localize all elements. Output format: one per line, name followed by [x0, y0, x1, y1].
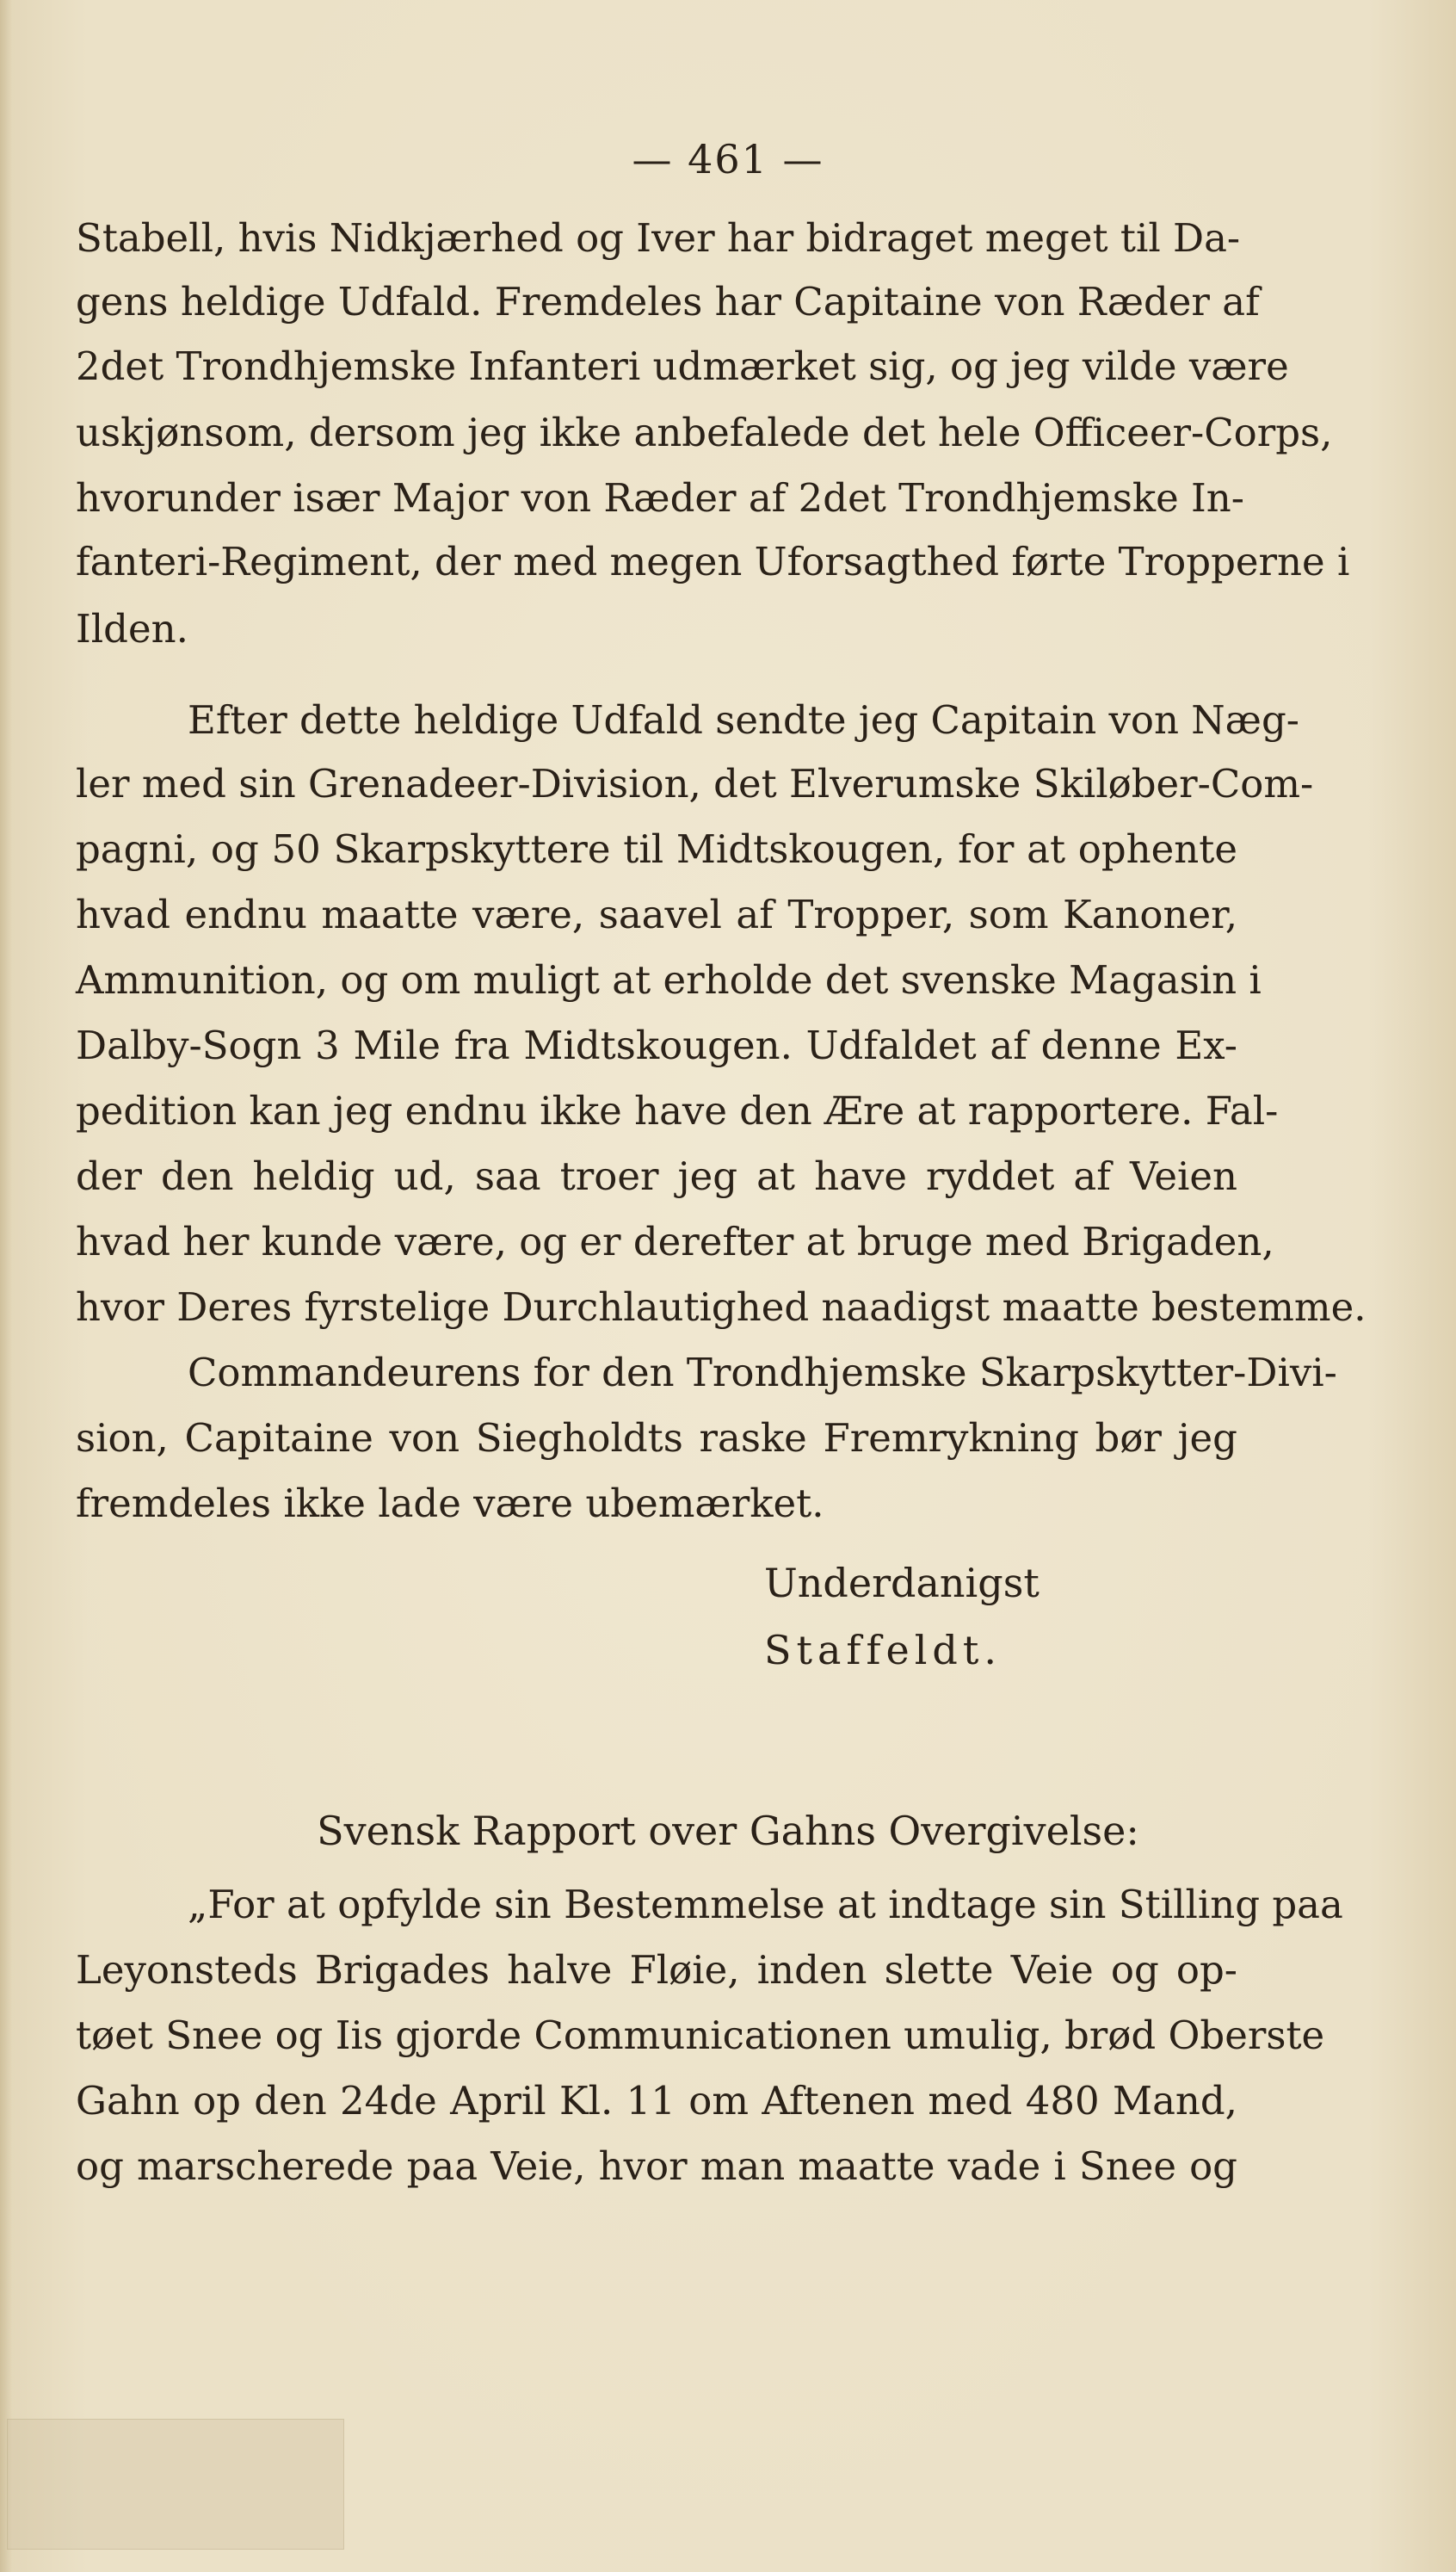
text-line: hvorunder især Major von Ræder af 2det Trondhjemske In-: [76, 475, 1244, 521]
text-line: fanteri-Regiment, der med megen Uforsagthed førte Tropperne i: [76, 539, 1350, 584]
text-line: sion, Capitaine von Siegholdts raske Fremrykning bør jeg: [76, 1415, 1237, 1461]
text-line: Ilden.: [76, 606, 188, 652]
text-line: 2det Trondhjemske Infanteri udmærket sig, og jeg vilde være: [76, 343, 1289, 389]
text-line: ler med sin Grenadeer-Division, det Elverumske Skiløber-Com-: [76, 761, 1314, 807]
text-line: Leyonsteds Brigades halve Fløie, inden slette Veie og op-: [76, 1947, 1237, 1993]
section-heading: Svensk Rapport over Gahns Overgivelse:: [317, 1808, 1139, 1854]
text-line: der den heldig ud, saa troer jeg at have ryddet af Veien: [76, 1153, 1237, 1199]
signature-name: Staffeldt.: [764, 1627, 1002, 1673]
text-line: fremdeles ikke lade være ubemærket.: [76, 1481, 824, 1526]
text-line: tøet Snee og Iis gjorde Communicationen umulig, brød Oberste: [76, 2012, 1325, 2058]
text-line: Stabell, hvis Nidkjærhed og Iver har bidraget meget til Da-: [76, 215, 1241, 261]
text-line: Dalby-Sogn 3 Mile fra Midtskougen. Udfaldet af denne Ex-: [76, 1023, 1237, 1068]
text-line: hvad her kunde være, og er derefter at bruge med Brigaden,: [76, 1219, 1274, 1264]
text-line: uskjønsom, dersom jeg ikke anbefalede det hele Officeer-Corps,: [76, 410, 1333, 455]
text-line: og marscherede paa Veie, hvor man maatte vade i Snee og: [76, 2143, 1237, 2189]
page-edge-shadow: [0, 0, 12, 2572]
text-line: hvad endnu maatte være, saavel af Tropper, som Kanoner,: [76, 892, 1237, 937]
closing-salutation: Underdanigst: [764, 1560, 1040, 1606]
text-line: Efter dette heldige Udfald sendte jeg Capitain von Næg-: [188, 697, 1299, 743]
text-line: Commandeurens for den Trondhjemske Skarpskytter-Divi-: [188, 1350, 1337, 1395]
text-line: „For at opfylde sin Bestemmelse at indtage sin Stilling paa: [188, 1882, 1343, 1927]
text-line: Ammunition, og om muligt at erholde det svenske Magasin i: [76, 957, 1262, 1003]
text-line: gens heldige Udfald. Fremdeles har Capitaine von Ræder af: [76, 279, 1260, 325]
text-line: pagni, og 50 Skarpskyttere til Midtskougen, for at ophente: [76, 826, 1237, 872]
paper-stain: [7, 2419, 344, 2550]
text-line: pedition kan jeg endnu ikke have den Ære at rapportere. Fal-: [76, 1088, 1279, 1134]
text-line: Gahn op den 24de April Kl. 11 om Aftenen med 480 Mand,: [76, 2078, 1237, 2124]
text-line: hvor Deres fyrstelige Durchlautighed naadigst maatte bestemme.: [76, 1284, 1367, 1330]
page-number: — 461 —: [632, 136, 824, 182]
